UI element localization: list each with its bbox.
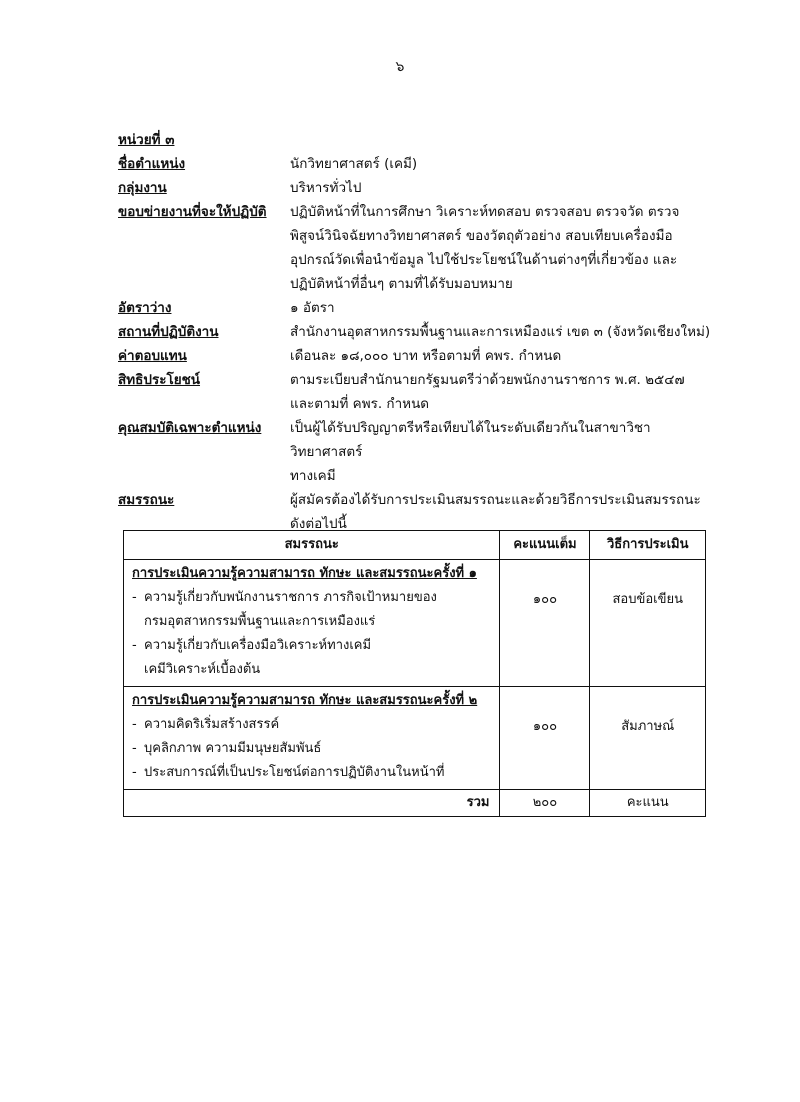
- field-label: ชื่อตำแหน่ง: [118, 156, 186, 172]
- field-value-line: ทางเคมี: [290, 468, 336, 484]
- competency-item-line: เคมีวิเคราะห์เบื้องต้น: [144, 662, 261, 677]
- field-label: ค่าตอบแทน: [118, 348, 187, 364]
- competency-item: [132, 586, 491, 634]
- field-value: [290, 368, 718, 416]
- position-details: [118, 128, 718, 536]
- field-value: [290, 416, 718, 488]
- header-assessment-method: วิธีการประเมิน: [590, 531, 706, 560]
- competency-item: [132, 737, 491, 761]
- round-assessment-method: สัมภาษณ์: [590, 687, 706, 790]
- round-assessment-method: สอบข้อเขียน: [590, 560, 706, 687]
- table-header-row: [124, 531, 706, 560]
- field-value-line: นักวิทยาศาสตร์ (เคมี): [290, 156, 418, 172]
- round-full-score: ๑๐๐: [500, 687, 590, 790]
- competency-item-line: - ประสบการณ์ที่เป็นประโยชน์ต่อการปฏิบัติงานในหน้าที่: [144, 765, 445, 780]
- field-label: สมรรถนะ: [118, 492, 175, 508]
- field-row: [118, 296, 718, 320]
- field-value-line: บริหารทั่วไป: [290, 180, 362, 196]
- round-competencies: [124, 687, 500, 790]
- field-value: [290, 152, 718, 176]
- total-score: ๒๐๐: [500, 790, 590, 817]
- field-value-line: ตามระเบียบสำนักนายกรัฐมนตรีว่าด้วยพนักงานราชการ พ.ศ. ๒๕๔๗: [290, 372, 685, 388]
- field-row: [118, 200, 718, 296]
- competency-item-line: - ความรู้เกี่ยวกับพนักงานราชการ ภารกิจเป้าหมายของ: [144, 590, 437, 605]
- competency-item-line: - ความรู้เกี่ยวกับเครื่องมือวิเคราะห์ทางเคมี: [144, 638, 372, 653]
- field-label: สถานที่ปฏิบัติงาน: [118, 324, 219, 340]
- competency-item-line: กรมอุตสาหกรรมพื้นฐานและการเหมืองแร่: [144, 614, 376, 629]
- field-label: ขอบข่ายงานที่จะให้ปฏิบัติ: [118, 204, 267, 220]
- field-label: กลุ่มงาน: [118, 180, 167, 196]
- round-full-score: ๑๐๐: [500, 560, 590, 687]
- competency-item: [132, 713, 491, 737]
- round-title: การประเมินความรู้ความสามารถ ทักษะ และสมรรถนะครั้งที่ ๑: [132, 566, 477, 581]
- total-unit: คะแนน: [590, 790, 706, 817]
- field-row: [118, 176, 718, 200]
- field-label: อัตราว่าง: [118, 300, 172, 316]
- field-value: [290, 320, 718, 344]
- field-row: [118, 152, 718, 176]
- field-label: หน่วยที่ ๓: [118, 132, 175, 148]
- field-value-line: ผู้สมัครต้องได้รับการประเมินสมรรถนะและด้วยวิธีการประเมินสมรรถนะ: [290, 492, 701, 508]
- field-value-line: ปฏิบัติหน้าที่อื่นๆ ตามที่ได้รับมอบหมาย: [290, 276, 513, 292]
- competency-item: [132, 634, 491, 682]
- round-competencies: [124, 560, 500, 687]
- field-value-line: เป็นผู้ได้รับปริญญาตรีหรือเทียบได้ในระดับเดียวกันในสาขาวิชาวิทยาศาสตร์: [290, 420, 651, 460]
- field-row: [118, 488, 718, 536]
- total-label: รวม: [124, 790, 500, 817]
- field-row: [118, 344, 718, 368]
- field-value-line: และตามที่ คพร. กำหนด: [290, 396, 430, 412]
- field-value-line: ดังต่อไปนี้: [290, 516, 347, 532]
- competency-item-line: - ความคิดริเริ่มสร้างสรรค์: [144, 717, 280, 732]
- field-row: [118, 320, 718, 344]
- field-value: [290, 176, 718, 200]
- competency-item: [132, 761, 491, 785]
- header-competency: สมรรถนะ: [124, 531, 500, 560]
- field-row: [118, 368, 718, 416]
- field-row: [118, 128, 718, 152]
- field-value: [290, 488, 718, 536]
- field-label: สิทธิประโยชน์: [118, 372, 201, 388]
- field-value-line: [290, 128, 718, 152]
- competency-table: [123, 530, 706, 817]
- field-value: [290, 344, 718, 368]
- field-value: [290, 296, 718, 320]
- field-value-line: อุปกรณ์วัดเพื่อนำข้อมูล ไปใช้ประโยชน์ในด้านต่างๆที่เกี่ยวข้อง และ: [290, 252, 678, 268]
- field-value: [290, 200, 718, 296]
- total-row: [124, 790, 706, 817]
- assessment-round-row: [124, 560, 706, 687]
- field-value-line: ๑ อัตรา: [290, 300, 335, 316]
- round-title: การประเมินความรู้ความสามารถ ทักษะ และสมรรถนะครั้งที่ ๒: [132, 693, 478, 708]
- field-value-line: สำนักงานอุตสาหกรรมพื้นฐานและการเหมืองแร่ เขต ๓ (จังหวัดเชียงใหม่): [290, 324, 711, 340]
- header-full-score: คะแนนเต็ม: [500, 531, 590, 560]
- page-number: ๖: [395, 59, 405, 75]
- field-value-line: ปฏิบัติหน้าที่ในการศึกษา วิเคราะห์ทดสอบ ตรวจสอบ ตรวจวัด ตรวจ: [290, 204, 680, 220]
- assessment-round-row: [124, 687, 706, 790]
- competency-item-line: - บุคลิกภาพ ความมีมนุษยสัมพันธ์: [144, 741, 322, 756]
- field-value-line: เดือนละ ๑๘,๐๐๐ บาท หรือตามที่ คพร. กำหนด: [290, 348, 562, 364]
- field-label: คุณสมบัติเฉพาะตำแหน่ง: [118, 420, 262, 436]
- field-value: [290, 128, 718, 152]
- field-row: [118, 416, 718, 488]
- field-value-line: พิสูจน์วินิจฉัยทางวิทยาศาสตร์ ของวัตถุตัวอย่าง สอบเทียบเครื่องมือ: [290, 228, 673, 244]
